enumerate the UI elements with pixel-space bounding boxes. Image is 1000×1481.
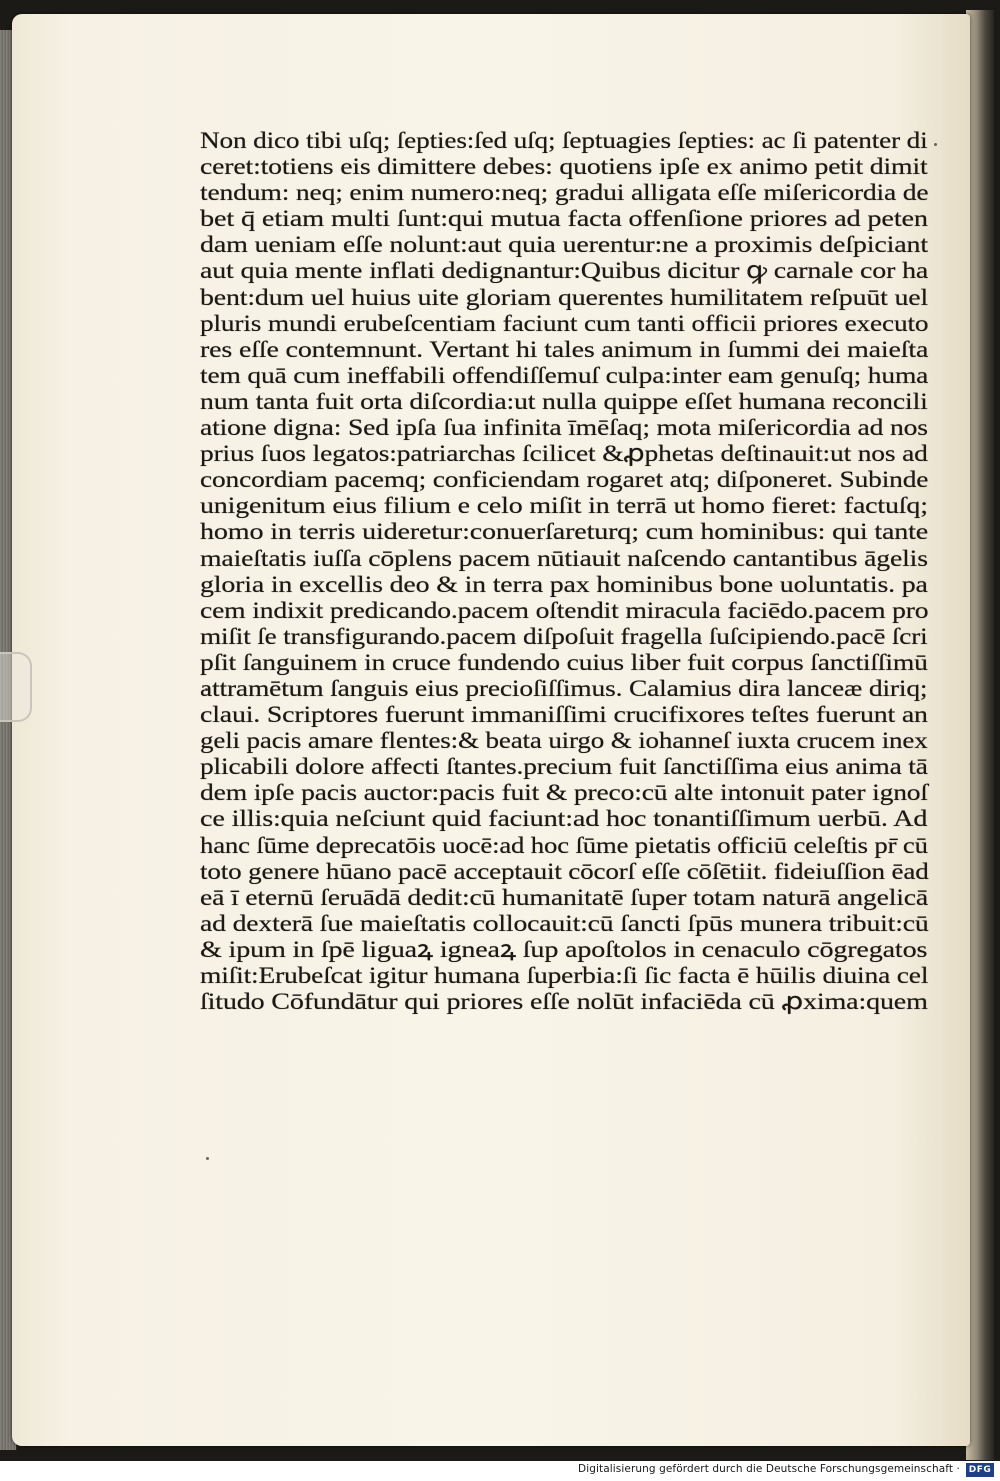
text-line: ſitudo Cōfundātur qui priores eſſe nolūt infaciēda cū ꝓxima:quem xyxy=(200,989,928,1016)
text-line: gloria in excellis deo & in terra pax hominibus bone uoluntatis. pa xyxy=(200,571,928,598)
text-line: num tanta fuit orta diſcordia:ut nulla quippe eſſet humana reconcili xyxy=(200,388,928,415)
text-line: ce illis:quia neſciunt quid faciunt:ad hoc tonantiſſimum uerbū. Ad xyxy=(200,806,928,833)
text-line: atione digna: Sed ipſa ſua infinita īmēſaq; mota miſericordia ad nos xyxy=(200,415,928,442)
text-line: & ipum in ſpē liguaꝝ igneaꝝ ſup apoſtolos in cenaculo cōgregatos xyxy=(200,936,928,963)
text-line: miſit:Erubeſcat igitur humana ſuperbia:ſi ſic facta ē hūilis diuina cel xyxy=(200,963,929,989)
text-line: ad dexterā ſue maieſtatis collocauit:cū ſancti ſpūs munera tribuit:cū xyxy=(200,910,929,937)
text-line: unigenitum eius filium e celo miſit in terrā ut homo fieret: factuſq; xyxy=(200,493,928,520)
ink-speck xyxy=(206,1157,209,1160)
text-line: Non dico tibi uſq; ſepties:ſed uſq; ſeptuagies ſepties: ac ſi patenter di xyxy=(200,128,928,154)
text-line: eā ī eternū ſeruādā dedit:cū humanitatē ſuper totam naturā angelicā xyxy=(200,884,929,911)
text-line: miſit ſe transfigurando.pacem diſpoſuit fragella ſuſcipiendo.pacē ſcri xyxy=(200,623,928,650)
text-line: cem indixit predicando.pacem oſtendit miracula faciēdo.pacem pro xyxy=(200,597,929,624)
text-line: tendum: neq; enim numero:neq; gradui alligata eſſe miſericordia de xyxy=(200,180,929,207)
text-line: prius ſuos legatos:patriarchas ſcilicet &ꝓphetas deſtinauit:ut nos ad xyxy=(200,441,928,468)
text-line: concordiam pacemq; conficiendam rogaret atq; diſponeret. Subinde xyxy=(200,467,929,494)
page-tab-marker xyxy=(0,652,32,722)
text-line: bet q̄ etiam multi ſunt:qui mutua facta offenſione priores ad peten xyxy=(200,206,928,233)
text-line: dem ipſe pacis auctor:pacis fuit & preco:cū alte intonuit pater ignoſ xyxy=(200,780,928,807)
text-line: claui. Scriptores fuerunt immaniſſimi crucifixores teſtes fuerunt an xyxy=(200,702,928,729)
text-line: tem quā cum ineffabili offendiſſemuſ culpa:inter eam genuſq; huma xyxy=(200,362,929,389)
text-line: pſit ſanguinem in cruce fundendo cuius liber fuit corpus ſanctiſſimū xyxy=(200,649,928,676)
text-line: ceret:totiens eis dimittere debes: quotiens ipſe ex animo petit dimit xyxy=(200,154,928,181)
text-line: toto genere hūano pacē acceptauit cōcorſ eſſe cōſētiit. fideiuſſion ēad xyxy=(200,858,929,885)
text-line: plicabili dolore affecti ſtantes.precium fuit ſanctiſſima eius anima tā xyxy=(200,754,928,781)
text-line: attramētum ſanguis eius precioſiſſimus. Calamius dira lanceæ diriq; xyxy=(200,675,928,702)
text-line: res eſſe contemnunt. Vertant hi tales animum in ſummi dei maieſta xyxy=(200,336,929,363)
dfg-logo: DFG xyxy=(966,1463,994,1477)
digitization-credit: Digitalisierung gefördert durch die Deutsche Forschungsgemeinschaft · xyxy=(578,1463,960,1475)
text-line: dam ueniam eſſe nolunt:aut quia uerentur:ne a proximis deſpiciant xyxy=(200,232,928,259)
text-line: hanc ſūme deprecatōis uocē:ad hoc ſūme pietatis officiū celeſtis pr̄ cū xyxy=(200,832,928,859)
text-line: maieſtatis iuſſa cōplens pacem nūtiauit naſcendo cantantibus āgelis xyxy=(200,545,928,572)
text-line: geli pacis amare flentes:& beata uirgo & iohanneſ iuxta crucem inex xyxy=(200,728,928,755)
text-line: bent:dum uel huius uite gloriam querentes humilitatem reſpuūt uel xyxy=(200,284,929,311)
text-line: homo in terris uideretur:conuerſareturq; cum hominibus: qui tante xyxy=(200,519,929,546)
text-line: aut quia mente inflati dedignantur:Quibus dicitur ꝙ carnale cor ha xyxy=(200,258,929,285)
text-line: pluris mundi erubeſcentiam faciunt cum tanti officii priores executo xyxy=(200,310,929,337)
printed-text-block xyxy=(200,128,930,1015)
